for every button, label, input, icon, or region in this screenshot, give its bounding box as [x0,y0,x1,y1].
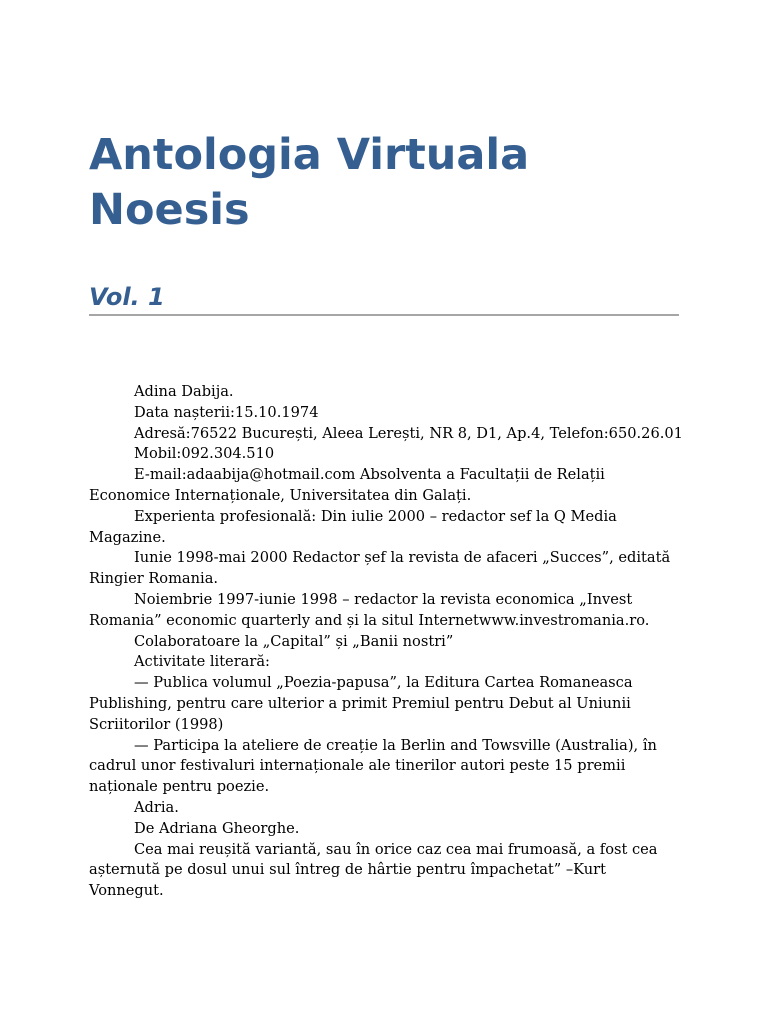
body-line: Adina Dabija. [134,383,234,400]
body-line: așternută pe dosul unui sul întreg de hârtie pentru împachetat” –Kurt [89,861,606,879]
body-line: Activitate literară: [134,653,270,671]
body-line: Ringier Romania. [89,570,219,588]
body-line: Data nașterii:15.10.1974 [134,403,319,421]
body-line: naționale pentru poezie. [89,778,270,796]
body-line: Economice Internaționale, Universitatea din Galați. [89,486,472,504]
volume-label: Vol. 1 [89,283,165,311]
body-line: Magazine. [89,528,166,546]
body-line: Romania” economic quarterly and și la situl Internetwww.investromania.ro. [89,611,650,629]
title-line-2: Noesis [89,185,250,235]
body-line: Cea mai reușită variantă, sau în orice caz cea mai frumoasă, a fost cea [134,840,658,858]
body-text [89,382,689,902]
body-line: — Publica volumul „Poezia-papusa”, la Editura Cartea Romaneasca [134,674,633,692]
body-line: Scriitorilor (1998) [89,715,224,733]
body-line: Adresă:76522 București, Aleea Lerești, NR 8, D1, Ap.4, Telefon:650.26.01 [134,424,683,442]
body-line: — Participa la ateliere de creație la Berlin and Towsville (Australia), în [134,736,657,754]
body-line: Publishing, pentru care ulterior a primit Premiul pentru Debut al Uniunii [89,694,631,712]
body-line: Experienta profesională: Din iulie 2000 – redactor sef la Q Media [134,507,617,525]
body-line: De Adriana Gheorghe. [134,819,300,837]
title-line-1: Antologia Virtuala [89,130,530,180]
body-line: Colaboratoare la „Capital” și „Banii nostri” [134,632,454,650]
body-line: cadrul unor festivaluri internaționale ale tinerilor autori peste 15 premii [89,757,626,775]
body-line: Adria. [134,798,179,816]
title-divider [89,314,679,316]
body-line: E-mail:adaabija@hotmail.com Absolventa a Facultații de Relații [134,466,605,484]
body-line: Noiembrie 1997-iunie 1998 – redactor la revista economica „Invest [134,590,633,608]
body-line: Mobil:092.304.510 [134,445,275,463]
body-line: Iunie 1998-mai 2000 Redactor șef la revista de afaceri „Succes”, editată [134,549,671,567]
body-line: Vonnegut. [89,882,164,900]
document-title [89,128,689,238]
